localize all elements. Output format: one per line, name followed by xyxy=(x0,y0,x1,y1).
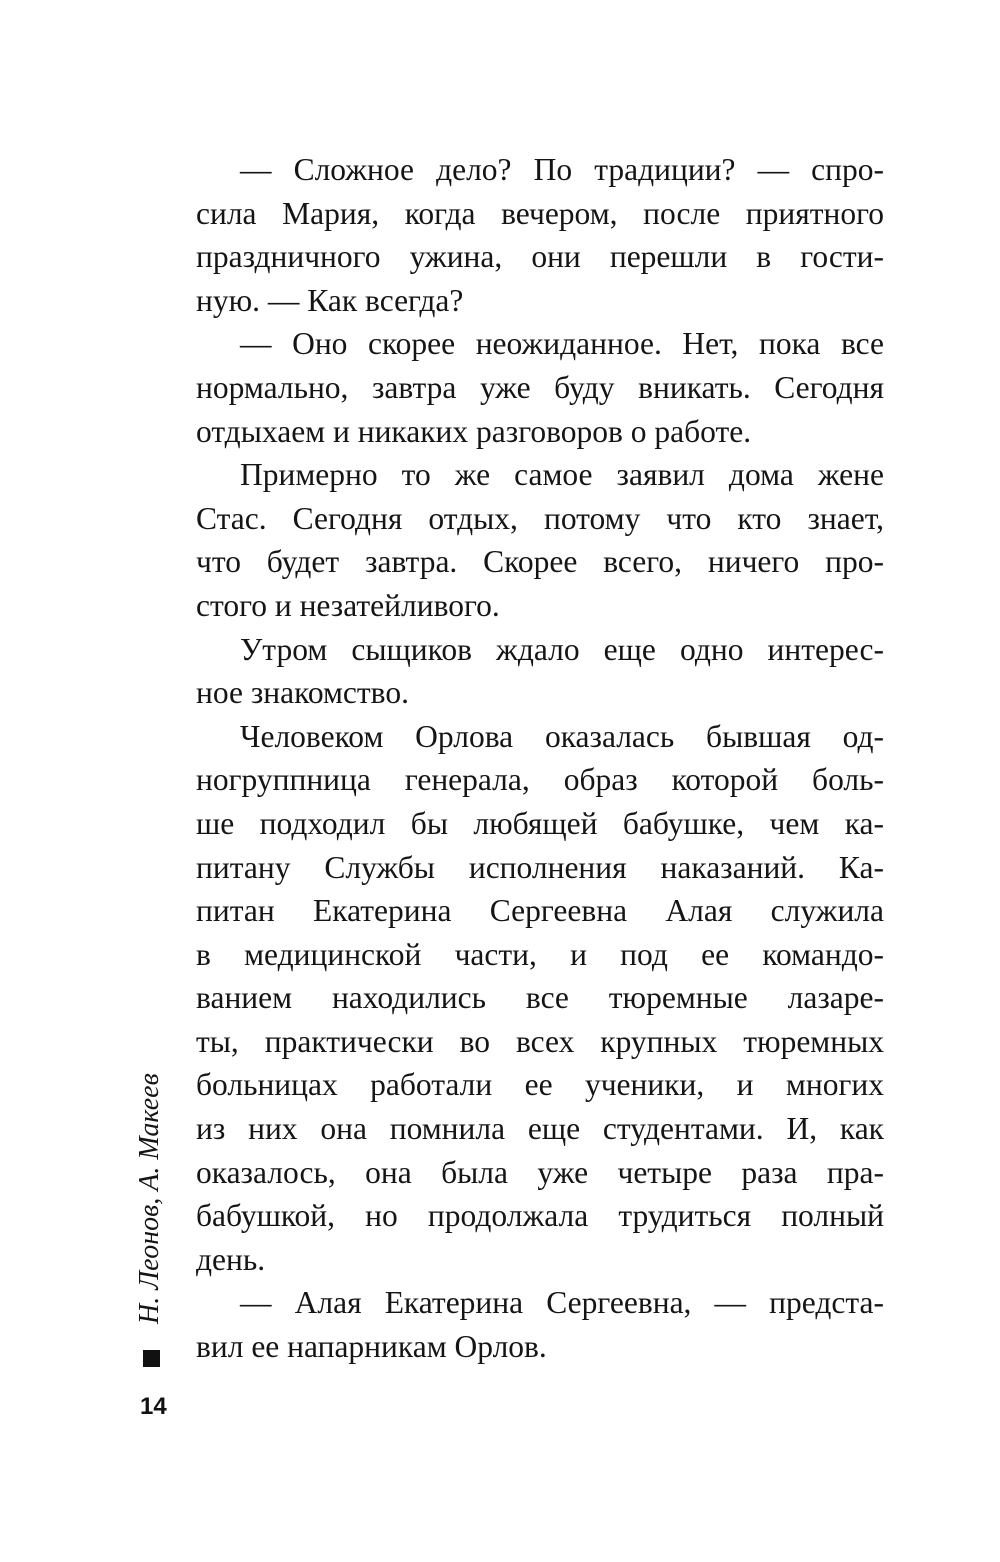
text-line: питан Екатерина Сергеевна Алая служила xyxy=(196,893,884,929)
text-line: Человеком Орлова оказалась бывшая од- xyxy=(240,718,884,754)
text-line: питану Службы исполнения наказаний. Ка- xyxy=(196,849,884,885)
page-number: 14 xyxy=(140,1393,167,1420)
text-line: — Алая Екатерина Сергеевна, — предста- xyxy=(240,1285,884,1321)
text-line: ванием находились все тюремные лазаре- xyxy=(196,980,884,1016)
text-line: Стас. Сегодня отдых, потому что кто знает, xyxy=(196,500,884,536)
text-line: ты, практически во всех крупных тюремных xyxy=(196,1023,884,1059)
text-line: в медицинской части, и под ее командо- xyxy=(196,936,884,972)
text-line: день. xyxy=(196,1241,266,1277)
text-line: нормально, завтра уже буду вникать. Сегодня xyxy=(196,369,884,405)
square-marker-icon xyxy=(143,1350,160,1367)
text-line: бабушкой, но продолжала трудиться полный xyxy=(196,1198,884,1234)
running-head-author: Н. Леонов, А. Макеев xyxy=(134,1073,165,1324)
text-line: из них она помнила еще студентами. И, как xyxy=(196,1111,884,1147)
text-line: больницах работали ее ученики, и многих xyxy=(196,1067,884,1103)
body-text xyxy=(196,148,884,1369)
text-line: оказалось, она была уже четыре раза пра- xyxy=(196,1154,884,1190)
text-line: ную. — Как всегда? xyxy=(196,282,464,318)
text-line: что будет завтра. Скорее всего, ничего про- xyxy=(196,544,884,580)
text-line: отдыхаем и никаких разговоров о работе. xyxy=(196,413,752,449)
text-line: Утром сыщиков ждало еще одно интерес- xyxy=(240,631,884,667)
text-line: Примерно то же самое заявил дома жене xyxy=(240,457,884,493)
text-line: ше подходил бы любящей бабушке, чем ка- xyxy=(196,805,884,841)
text-line: — Сложное дело? По традиции? — спро- xyxy=(240,152,884,187)
text-line: вил ее напарникам Орлов. xyxy=(196,1329,547,1365)
text-line: стого и незатейливого. xyxy=(196,587,500,623)
text-line: ное знакомство. xyxy=(196,675,409,711)
text-line: — Оно скорее неожиданное. Нет, пока все xyxy=(240,326,884,362)
text-line: ногруппница генерала, образ которой боль- xyxy=(196,762,884,798)
text-line: сила Мария, когда вечером, после приятного xyxy=(196,195,884,231)
text-line: праздничного ужина, они перешли в гости- xyxy=(196,239,884,275)
